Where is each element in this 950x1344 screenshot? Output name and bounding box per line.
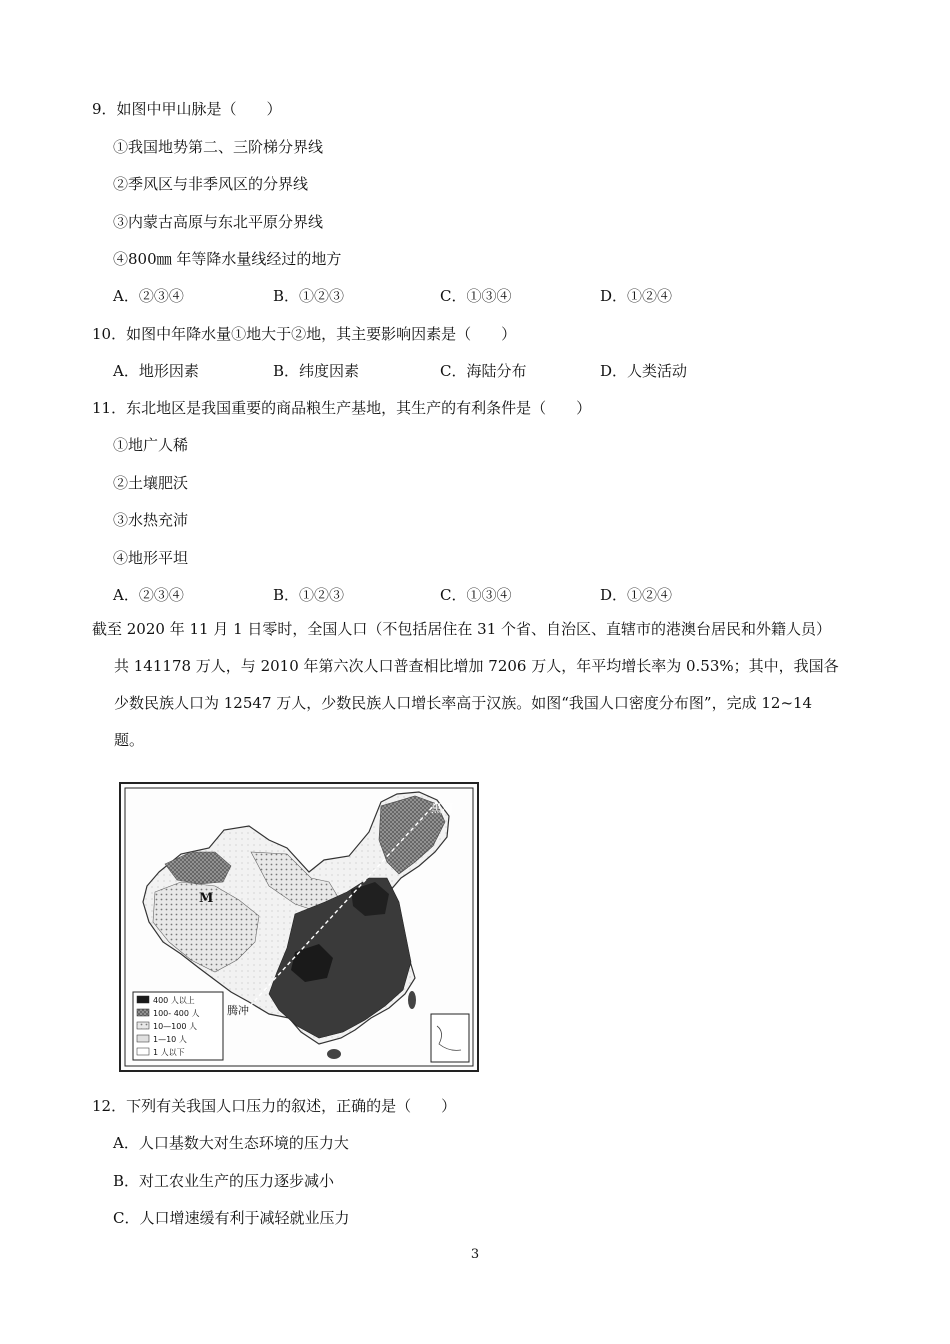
legend-swatch-4 — [137, 1035, 149, 1042]
legend-swatch-2 — [137, 1009, 149, 1016]
q9-item-3: ③内蒙古高原与东北平原分界线 — [113, 213, 324, 231]
passage-line-1: 截至 2020 年 11 月 1 日零时，全国人口（不包括居住在 31 个省、自治区、直辖市的港澳台居民和外籍人员） — [92, 620, 832, 638]
q12-choice-b[interactable]: B．对工农业生产的压力逐步减小 — [113, 1172, 335, 1190]
population-density-map — [119, 782, 479, 1072]
legend-label-1: 400 人以上 — [153, 996, 195, 1005]
hainan-island — [327, 1049, 341, 1059]
passage-line-2: 共 141178 万人，与 2010 年第六次人口普查相比增加 7206 万人，年平均增长率为 0.53%；其中，我国各 — [114, 657, 839, 675]
q11-item-4: ④地形平坦 — [113, 549, 189, 567]
q11-item-2: ②土壤肥沃 — [113, 474, 189, 492]
q10-choice-b[interactable]: B．纬度因素 — [273, 362, 360, 380]
q9-choice-d[interactable]: D．①②④ — [600, 287, 673, 305]
q10-choice-d[interactable]: D．人类活动 — [600, 362, 688, 380]
map-label-m: M — [199, 891, 214, 906]
q9-item-4: ④800㎜ 年等降水量线经过的地方 — [113, 250, 342, 268]
q12-choice-a[interactable]: A．人口基数大对生态环境的压力大 — [113, 1134, 349, 1152]
q11-choice-b[interactable]: B．①②③ — [273, 586, 345, 604]
q12-stem: 12．下列有关我国人口压力的叙述，正确的是（ ） — [92, 1097, 457, 1115]
q10-choice-c[interactable]: C．海陆分布 — [440, 362, 527, 380]
legend-label-2: 100- 400 人 — [153, 1009, 200, 1018]
map-label-tengchong: 腾冲 — [227, 1004, 249, 1017]
passage-line-3: 少数民族人口为 12547 万人，少数民族人口增长率高于汉族。如图“我国人口密度分布图”，完成 12~14 — [114, 694, 813, 712]
q11-choice-d[interactable]: D．①②④ — [600, 586, 673, 604]
q10-choice-a[interactable]: A．地形因素 — [113, 362, 199, 380]
q11-choice-c[interactable]: C．①③④ — [440, 586, 512, 604]
page-number: 3 — [470, 1247, 480, 1262]
q9-choice-c[interactable]: C．①③④ — [440, 287, 512, 305]
legend-swatch-3 — [137, 1022, 149, 1029]
legend-swatch-1 — [137, 996, 149, 1003]
legend-label-3: 10—100 人 — [153, 1022, 197, 1031]
q9-choice-a[interactable]: A．②③④ — [113, 287, 184, 305]
china-map-figure — [119, 782, 479, 1072]
q11-item-1: ①地广人稀 — [113, 436, 189, 454]
south-china-sea-inset — [431, 1014, 469, 1062]
legend-swatch-5 — [137, 1048, 149, 1055]
q9-stem: 9．如图中甲山脉是（ ） — [92, 100, 282, 118]
passage-line-4: 题。 — [114, 731, 145, 749]
legend-label-4: 1—10 人 — [153, 1035, 187, 1044]
map-label-heihe: 黑河 — [431, 802, 453, 815]
legend-label-5: 1 人以下 — [153, 1048, 185, 1057]
taiwan-island — [408, 991, 416, 1009]
passage — [92, 611, 882, 759]
q9-item-2: ②季风区与非季风区的分界线 — [113, 175, 309, 193]
q9-item-1: ①我国地势第二、三阶梯分界线 — [113, 138, 324, 156]
q11-stem: 11．东北地区是我国重要的商品粮生产基地，其生产的有利条件是（ ） — [92, 399, 592, 417]
q11-choice-a[interactable]: A．②③④ — [113, 586, 184, 604]
q10-stem: 10．如图中年降水量①地大于②地，其主要影响因素是（ ） — [92, 325, 517, 343]
q11-item-3: ③水热充沛 — [113, 511, 189, 529]
q9-choice-b[interactable]: B．①②③ — [273, 287, 345, 305]
q12-choice-c[interactable]: C．人口增速缓有利于减轻就业压力 — [113, 1209, 350, 1227]
